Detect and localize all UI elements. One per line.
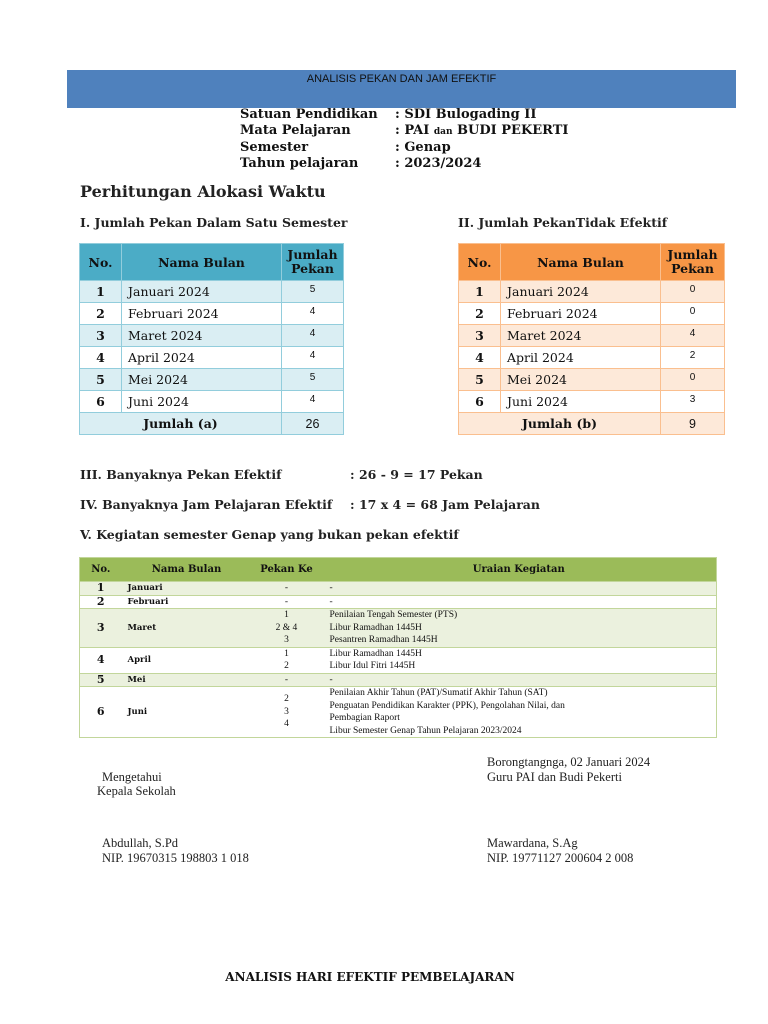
total-row [80, 413, 344, 435]
table-header-row [80, 244, 344, 281]
row-no: 4 [80, 647, 122, 673]
info-key: Satuan Pendidikan [240, 107, 378, 122]
info-value: : SDI Bulogading II [395, 107, 537, 122]
uraian-line: - [329, 583, 333, 593]
row-no: 1 [80, 582, 122, 596]
info-row-semester [240, 140, 568, 156]
row-no: 5 [459, 369, 501, 391]
col-no: No. [80, 558, 122, 582]
calc-value: : 17 x 4 = 68 Jam Pelajaran [350, 497, 540, 512]
section1-title: I. Jumlah Pekan Dalam Satu Semester [80, 215, 348, 230]
col-bulan: Nama Bulan [501, 244, 661, 281]
row-bulan: Februari 2024 [501, 303, 661, 325]
table-row [80, 687, 717, 738]
total-value: 26 [282, 413, 344, 435]
teacher-name: Mawardana, S.Ag [487, 836, 578, 850]
row-pekan [252, 673, 322, 687]
pekan-line: - [284, 674, 289, 685]
table-row [80, 347, 344, 369]
row-uraian [322, 687, 717, 738]
pekan-line: 2 & 4 [275, 622, 298, 633]
row-bulan: Maret 2024 [122, 325, 282, 347]
row-bulan: Februari [122, 595, 252, 609]
row-bulan: Mei 2024 [501, 369, 661, 391]
col-pekan: Pekan Ke [252, 558, 322, 582]
table-row [80, 609, 717, 648]
row-bulan: Januari 2024 [122, 281, 282, 303]
table-row [80, 325, 344, 347]
row-no: 5 [80, 673, 122, 687]
effective-weeks-table [79, 243, 344, 435]
effective-weeks-calc [80, 467, 483, 482]
row-bulan: April 2024 [122, 347, 282, 369]
col-no: No. [459, 244, 501, 281]
row-uraian [322, 609, 717, 648]
row-no: 6 [459, 391, 501, 413]
table-row [80, 647, 717, 673]
info-value-small: dan [433, 126, 453, 137]
table-row [80, 673, 717, 687]
row-jumlah: 3 [661, 391, 725, 413]
uraian-line: Libur Ramadhan 1445H [329, 622, 422, 633]
school-info [240, 107, 568, 171]
table-row [459, 347, 725, 369]
pekan-line: 2 [284, 694, 289, 705]
calc-value: : 26 - 9 = 17 Pekan [350, 467, 483, 482]
row-jumlah: 0 [661, 281, 725, 303]
uraian-line: - [329, 674, 333, 685]
row-uraian [322, 673, 717, 687]
row-jumlah: 4 [282, 303, 344, 325]
info-value-suffix: BUDI PEKERTI [452, 122, 569, 138]
pekan-line: - [284, 596, 289, 607]
uraian-line: Penilaian Tengah Semester (PTS) [329, 610, 458, 620]
banner-title: ANALISIS PEKAN DAN JAM EFEKTIF [306, 73, 497, 85]
uraian-line: Libur Semester Genap Tahun Pelajaran 2023/2024 [329, 725, 522, 736]
col-no: No. [80, 244, 122, 281]
row-uraian [322, 647, 717, 673]
table-row [80, 303, 344, 325]
row-bulan: Maret 2024 [501, 325, 661, 347]
row-bulan: Februari 2024 [122, 303, 282, 325]
row-no: 6 [80, 391, 122, 413]
teacher-role: Guru PAI dan Budi Pekerti [487, 770, 622, 784]
row-jumlah: 4 [282, 347, 344, 369]
row-no: 5 [80, 369, 122, 391]
uraian-line: Penilaian Akhir Tahun (PAT)/Sumatif Akhir Tahun (SAT) [329, 688, 548, 698]
table-row [80, 595, 717, 609]
col-bulan: Nama Bulan [122, 558, 252, 582]
uraian-line: Pembagian Raport [329, 713, 400, 723]
pekan-line: 1 [284, 648, 289, 659]
effective-hours-calc [80, 497, 540, 512]
table-row [80, 582, 717, 596]
uraian-line: Penguatan Pendidikan Karakter (PPK), Pengolahan Nilai, dan [329, 700, 565, 711]
row-jumlah: 4 [282, 325, 344, 347]
row-no: 6 [80, 687, 122, 738]
row-uraian [322, 595, 717, 609]
info-key: Mata Pelajaran [240, 122, 351, 138]
total-row [459, 413, 725, 435]
info-value: : Genap [395, 140, 451, 155]
row-no: 3 [459, 325, 501, 347]
row-jumlah: 0 [661, 369, 725, 391]
pekan-line: 2 [284, 661, 289, 671]
row-bulan: Januari [122, 582, 252, 596]
row-uraian [322, 582, 717, 596]
teacher-nip: NIP. 19771127 200604 2 008 [487, 851, 634, 865]
row-bulan: Januari 2024 [501, 281, 661, 303]
pekan-line: - [284, 583, 289, 593]
title-banner [67, 70, 736, 108]
row-jumlah: 2 [661, 347, 725, 369]
info-row-tahun [240, 156, 568, 172]
row-jumlah: 4 [282, 391, 344, 413]
place-date: Borongtangnga, 02 Januari 2024 [487, 755, 651, 769]
info-key: Semester [240, 140, 309, 155]
pekan-line: 1 [284, 610, 289, 620]
row-pekan [252, 595, 322, 609]
col-jumlah: Jumlah Pekan [661, 244, 725, 281]
calc-label: III. Banyaknya Pekan Efektif [80, 467, 282, 482]
row-bulan: April 2024 [501, 347, 661, 369]
total-label: Jumlah (b) [459, 413, 661, 435]
info-key: Tahun pelajaran [240, 155, 359, 171]
row-no: 2 [80, 303, 122, 325]
row-bulan: Mei [122, 673, 252, 687]
total-label: Jumlah (a) [80, 413, 282, 435]
table-row [80, 369, 344, 391]
info-value-prefix: : PAI [395, 122, 434, 138]
calc-label: IV. Banyaknya Jam Pelajaran Efektif [80, 497, 333, 512]
footer-title: ANALISIS HARI EFEKTIF PEMBELAJARAN [225, 970, 515, 984]
acknowledge-label: Mengetahui [102, 770, 162, 784]
row-no: 2 [80, 595, 122, 609]
principal-name: Abdullah, S.Pd [102, 836, 179, 850]
page-heading: Perhitungan Alokasi Waktu [80, 182, 326, 201]
activities-table [79, 557, 717, 738]
table-row [80, 391, 344, 413]
section5-title: V. Kegiatan semester Genap yang bukan pekan efektif [80, 527, 459, 542]
col-bulan: Nama Bulan [122, 244, 282, 281]
principal-nip: NIP. 19670315 198803 1 018 [102, 851, 249, 865]
row-jumlah: 5 [282, 281, 344, 303]
row-bulan: Juni 2024 [122, 391, 282, 413]
row-bulan: April [122, 647, 252, 673]
row-bulan: Juni [122, 687, 252, 738]
info-row-satuan [240, 107, 568, 123]
table-header-row [80, 558, 717, 582]
uraian-line: - [329, 596, 333, 607]
row-bulan: Mei 2024 [122, 369, 282, 391]
row-no: 3 [80, 325, 122, 347]
pekan-line: 3 [284, 635, 289, 645]
row-jumlah: 4 [661, 325, 725, 347]
table-row [459, 281, 725, 303]
row-jumlah: 0 [661, 303, 725, 325]
section2-title: II. Jumlah PekanTidak Efektif [458, 215, 668, 230]
info-row-mapel [240, 123, 568, 141]
col-uraian: Uraian Kegiatan [322, 558, 717, 582]
info-value [395, 123, 568, 141]
row-pekan [252, 582, 322, 596]
row-pekan [252, 609, 322, 648]
row-no: 1 [459, 281, 501, 303]
pekan-line: 3 [284, 706, 289, 717]
uraian-line: Pesantren Ramadhan 1445H [329, 635, 438, 645]
table-header-row [459, 244, 725, 281]
pekan-line: 4 [284, 719, 289, 730]
non-effective-weeks-table [458, 243, 725, 435]
col-jumlah: Jumlah Pekan [282, 244, 344, 281]
table-row [459, 391, 725, 413]
row-bulan: Maret [122, 609, 252, 648]
principal-role: Kepala Sekolah [97, 784, 176, 798]
row-no: 3 [80, 609, 122, 648]
table-row [459, 303, 725, 325]
row-pekan [252, 687, 322, 738]
row-bulan: Juni 2024 [501, 391, 661, 413]
uraian-line: Libur Ramadhan 1445H [329, 648, 422, 659]
table-row [459, 369, 725, 391]
row-no: 1 [80, 281, 122, 303]
row-no: 4 [459, 347, 501, 369]
row-jumlah: 5 [282, 369, 344, 391]
total-value: 9 [661, 413, 725, 435]
row-no: 4 [80, 347, 122, 369]
row-pekan [252, 647, 322, 673]
uraian-line: Libur Idul Fitri 1445H [329, 661, 416, 671]
table-row [80, 281, 344, 303]
info-value: : 2023/2024 [395, 155, 482, 171]
row-no: 2 [459, 303, 501, 325]
table-row [459, 325, 725, 347]
